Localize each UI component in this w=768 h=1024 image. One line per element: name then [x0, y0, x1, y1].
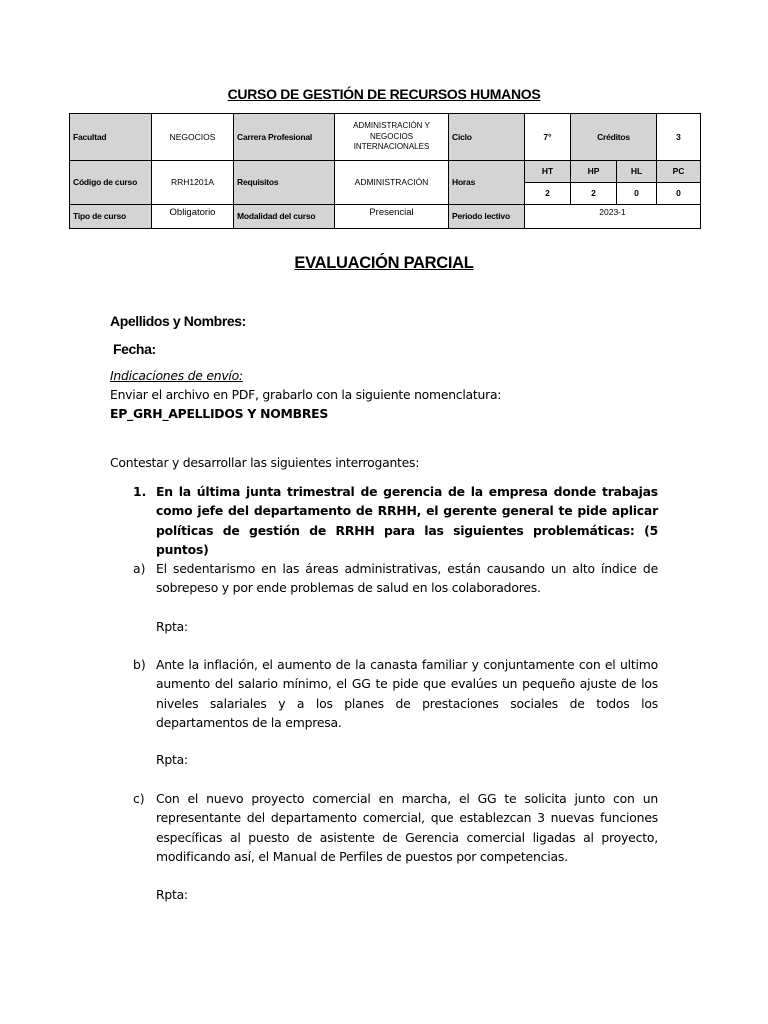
instructions-heading: Indicaciones de envío: — [110, 368, 243, 383]
hl-value: 0 — [617, 183, 657, 205]
periodo-value: 2023-1 — [525, 205, 701, 229]
tipo-value: Obligatorio — [152, 205, 234, 229]
course-title: CURSO DE GESTIÓN DE RECURSOS HUMANOS — [227, 86, 541, 102]
creditos-label: Créditos — [571, 114, 657, 161]
facultad-value: NEGOCIOS — [152, 114, 234, 161]
tipo-label: Tipo de curso — [70, 205, 152, 229]
item-a-marker: a) — [133, 561, 146, 576]
item-c-marker: c) — [133, 791, 145, 806]
horas-label: Horas — [449, 161, 525, 205]
modalidad-value: Presencial — [335, 205, 449, 229]
course-info-table — [69, 113, 701, 229]
item-c-text: Con el nuevo proyecto comercial en marcha, el GG te solicita junto con un representante del departamento comercial, que establezcan 3 nuevas funciones específicas al puesto de asistente de Gerencia comercial ligadas al proyecto, modificando así, el Manual de Perfiles de puestos por competencias. — [156, 791, 658, 864]
pc-label: PC — [657, 161, 701, 183]
hl-label: HL — [617, 161, 657, 183]
question-number: 1. — [133, 484, 147, 499]
file-naming: EP_GRH_APELLIDOS Y NOMBRES — [110, 406, 329, 421]
table-row — [70, 114, 701, 161]
question-text: En la última junta trimestral de gerencia de la empresa donde trabajas como jefe del departamento de RRHH, el gerente general te pide aplicar políticas de gestión de RRHH para las siguientes problemáticas: (5 puntos) — [156, 484, 658, 557]
intro-text: Contestar y desarrollar las siguientes interrogantes: — [110, 455, 420, 470]
codigo-value: RRH1201A — [152, 161, 234, 205]
creditos-value: 3 — [657, 114, 701, 161]
modalidad-label: Modalidad del curso — [234, 205, 335, 229]
periodo-label: Periodo lectivo — [449, 205, 525, 229]
item-a-answer-label: Rpta: — [156, 619, 188, 634]
table-row — [70, 161, 701, 183]
hp-value: 2 — [571, 183, 617, 205]
date-field-label: Fecha: — [113, 341, 156, 357]
item-b-text: Ante la inflación, el aumento de la canasta familiar y conjuntamente con el ultimo aumento del salario mínimo, el GG te pide que evalúes un pequeño ajuste de los niveles salariales y a los planes de prestaciones sociales de todos los departamentos de la empresa. — [156, 657, 658, 730]
evaluation-title: EVALUACIÓN PARCIAL — [294, 254, 474, 272]
item-c-answer-label: Rpta: — [156, 887, 188, 902]
item-a-text: El sedentarismo en las áreas administrativas, están causando un alto índice de sobrepeso y por ende problemas de salud en los colaboradores. — [156, 561, 658, 596]
ht-value: 2 — [525, 183, 571, 205]
carrera-value: ADMINISTRACIÓN Y NEGOCIOS INTERNACIONALES — [335, 114, 449, 161]
pc-value: 0 — [657, 183, 701, 205]
facultad-label: Facultad — [70, 114, 152, 161]
instructions-line: Enviar el archivo en PDF, grabarlo con la siguiente nomenclatura: — [110, 387, 502, 402]
requisitos-label: Requisitos — [234, 161, 335, 205]
codigo-label: Código de curso — [70, 161, 152, 205]
ciclo-label: Ciclo — [449, 114, 525, 161]
requisitos-value: ADMINISTRACIÓN — [335, 161, 449, 205]
hp-label: HP — [571, 161, 617, 183]
carrera-label: Carrera Profesional — [234, 114, 335, 161]
ciclo-value: 7° — [525, 114, 571, 161]
ht-label: HT — [525, 161, 571, 183]
name-field-label: Apellidos y Nombres: — [110, 313, 246, 329]
item-b-answer-label: Rpta: — [156, 752, 188, 767]
table-row — [70, 205, 701, 229]
item-b-marker: b) — [133, 657, 146, 672]
